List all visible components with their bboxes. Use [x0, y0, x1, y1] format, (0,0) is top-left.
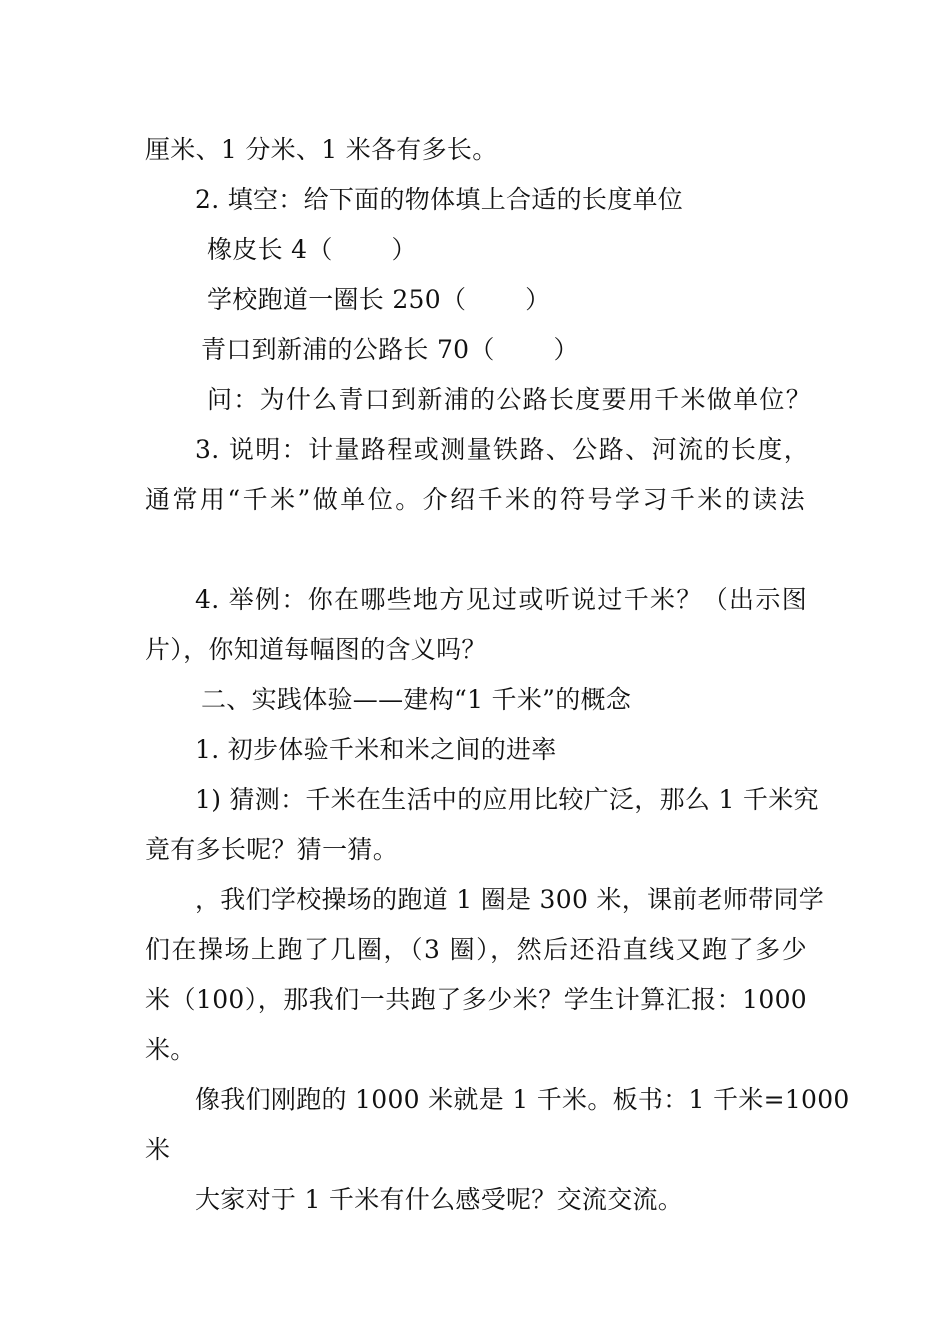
text-line: 米: [145, 1135, 171, 1164]
text-line: 米（100），那我们一共跑了多少米？学生计算汇报：1000: [145, 985, 807, 1014]
text-line: 4. 举例：你在哪些地方见过或听说过千米？（出示图: [195, 585, 807, 614]
text-line: 3. 说明：计量路程或测量铁路、公路、河流的长度，: [195, 435, 809, 464]
text-line: 问：为什么青口到新浦的公路长度要用千米做单位？: [207, 385, 811, 414]
text-line: 像我们刚跑的 1000 米就是 1 千米。板书：1 千米=1000: [195, 1085, 850, 1114]
text-line: 们在操场上跑了几圈，（3 圈），然后还沿直线又跑了多少: [145, 935, 807, 964]
text-line: 1) 猜测：千米在生活中的应用比较广泛，那么 1 千米究: [195, 785, 819, 814]
text-line: 片），你知道每幅图的含义吗？: [145, 635, 487, 664]
text-line: 1. 初步体验千米和米之间的进率: [195, 735, 557, 764]
text-line: 竟有多长呢？猜一猜。: [145, 835, 399, 864]
text-line: 通常用“千米”做单位。介绍千米的符号学习千米的读法: [145, 485, 805, 514]
text-line: ，我们学校操场的跑道 1 圈是 300 米，课前老师带同学: [195, 885, 825, 914]
text-line: 学校跑道一圈长 250（ ）: [207, 285, 551, 314]
text-line: 2. 填空：给下面的物体填上合适的长度单位: [195, 185, 684, 214]
text-line: 厘米、1 分米、1 米各有多长。: [145, 135, 498, 164]
text-line: 大家对于 1 千米有什么感受呢？交流交流。: [195, 1185, 684, 1214]
section-heading: 二、实践体验——建构“1 千米”的概念: [201, 685, 632, 714]
text-line: 青口到新浦的公路长 70（ ）: [201, 335, 579, 364]
text-line: 米。: [145, 1035, 196, 1064]
text-line: 橡皮长 4（ ）: [207, 235, 417, 264]
